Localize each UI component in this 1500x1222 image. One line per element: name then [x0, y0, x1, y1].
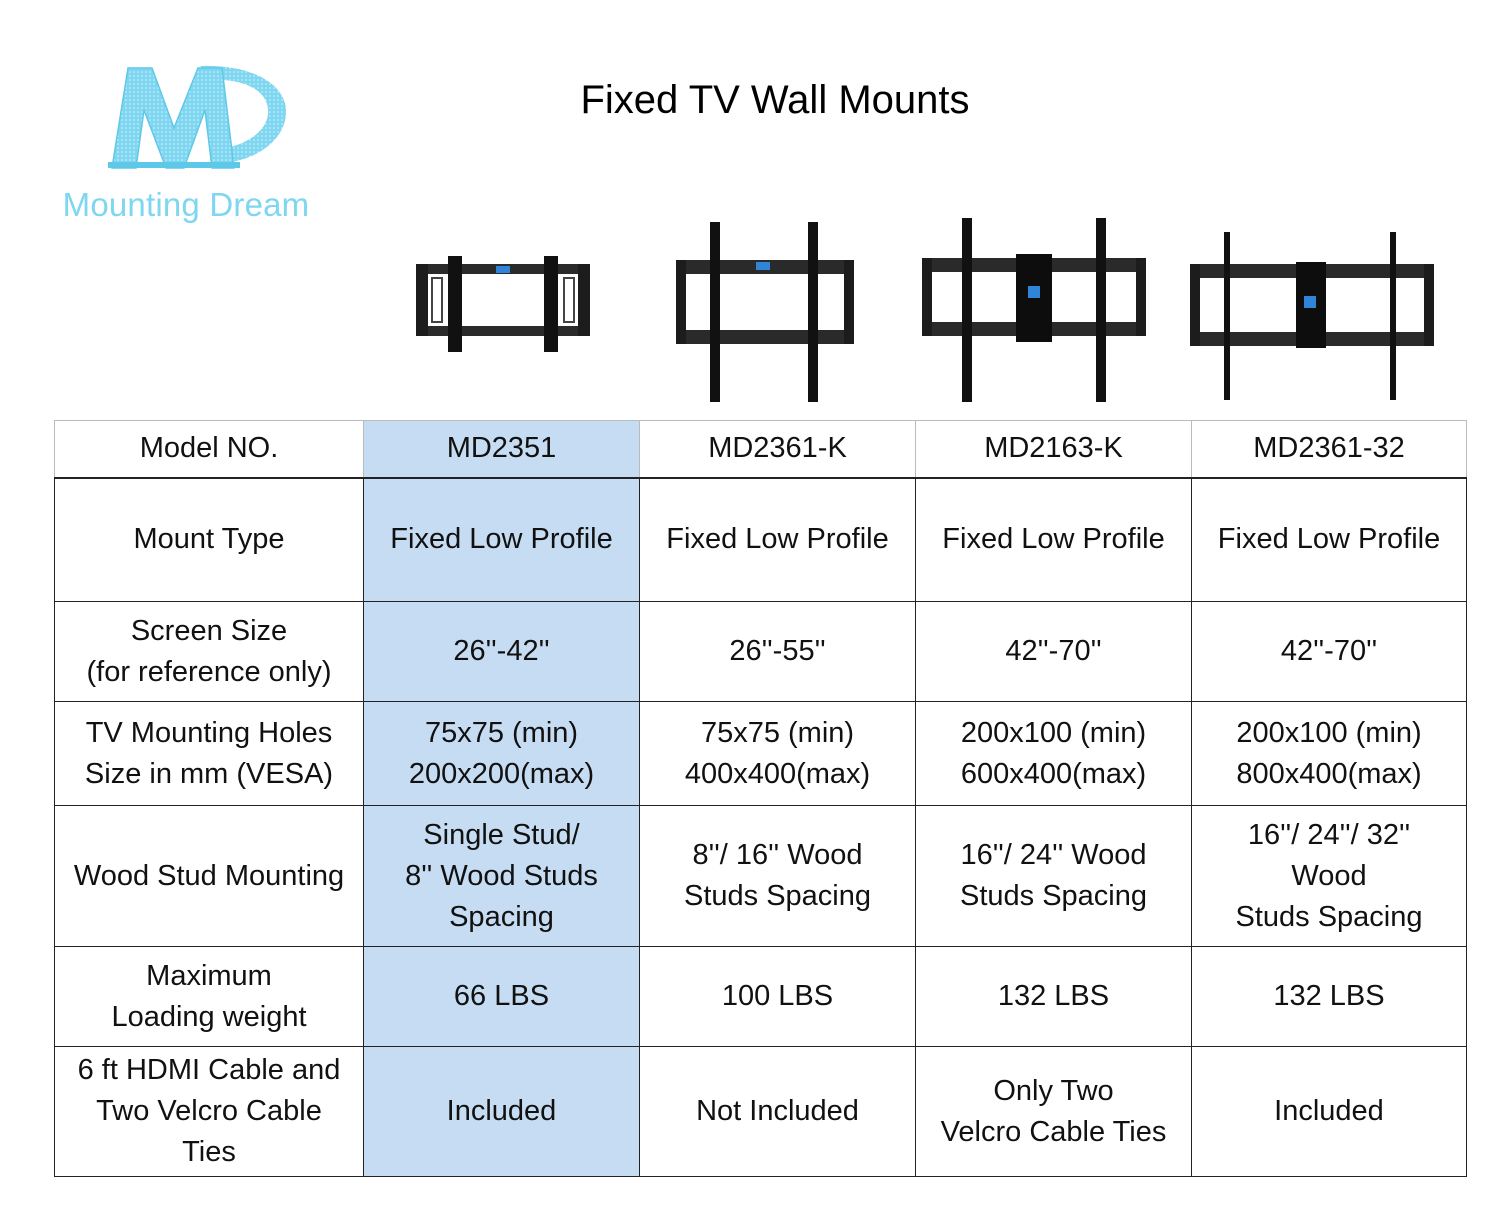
cell-line: Included	[446, 1095, 557, 1127]
spec-cell	[640, 1047, 916, 1177]
cell-line: Ties	[182, 1136, 236, 1168]
tv-mount-icon	[1186, 228, 1438, 404]
table-row	[55, 947, 1467, 1047]
cell-line: 16''/ 24''/ 32''	[1247, 818, 1411, 851]
spec-cell	[640, 702, 916, 806]
spec-cell	[364, 947, 640, 1047]
cell-line: 800x400(max)	[1236, 757, 1422, 790]
model-header: MD2163-K	[916, 421, 1192, 478]
cell-line: Not Included	[696, 1095, 859, 1127]
tv-mount-icon	[918, 214, 1150, 406]
spec-cell	[916, 947, 1192, 1047]
spec-cell	[1192, 702, 1467, 806]
cell-line: 400x400(max)	[684, 757, 871, 790]
brand-name: Mounting Dream	[62, 186, 310, 223]
spec-cell	[640, 478, 916, 602]
cell-line: Loading weight	[111, 1000, 307, 1033]
cell-line: (for reference only)	[86, 655, 332, 688]
cell-line: 132 LBS	[1273, 980, 1385, 1012]
spec-cell	[916, 602, 1192, 702]
md-logo-icon	[108, 58, 288, 178]
product-image-md2361-k	[672, 218, 858, 413]
spec-cell	[640, 806, 916, 947]
cell-line: Single Stud/	[423, 818, 580, 851]
cell-line: 75x75 (min)	[424, 716, 579, 749]
spec-cell	[916, 1047, 1192, 1177]
table-header-row	[55, 421, 1467, 478]
table-row	[55, 602, 1467, 702]
cell-line: 8'' Wood Studs	[405, 859, 598, 892]
cell-line: 132 LBS	[997, 980, 1110, 1012]
cell-line: 100 LBS	[721, 980, 834, 1012]
model-header: MD2361-K	[640, 421, 916, 478]
spec-cell	[364, 478, 640, 602]
header-label: Model NO.	[55, 421, 364, 478]
spec-cell	[364, 1047, 640, 1177]
cell-line: Wood Stud Mounting	[73, 859, 345, 892]
cell-line: Two Velcro Cable	[96, 1095, 322, 1127]
spec-cell	[916, 478, 1192, 602]
spec-cell	[364, 702, 640, 806]
cell-line: 8''/ 16'' Wood	[692, 839, 863, 871]
row-label	[55, 478, 364, 602]
cell-line: Studs Spacing	[1235, 900, 1423, 933]
cell-line: Studs Spacing	[959, 880, 1147, 912]
product-image-md2361-32	[1186, 228, 1438, 409]
cell-line: Size in mm (VESA)	[84, 757, 334, 790]
cell-line: Wood	[1291, 859, 1367, 892]
cell-line: 6 ft HDMI Cable and	[77, 1054, 341, 1086]
row-label	[55, 602, 364, 702]
cell-line: 42''-70''	[1005, 635, 1102, 667]
cell-line: 42''-70''	[1280, 635, 1378, 667]
cell-line: 26''-42''	[453, 635, 550, 667]
spec-table	[54, 420, 1467, 1177]
spec-cell	[640, 602, 916, 702]
table-row	[55, 702, 1467, 806]
cell-line: 200x100 (min)	[1236, 716, 1422, 749]
cell-line: 600x400(max)	[960, 757, 1147, 790]
tv-mount-icon	[672, 218, 858, 408]
cell-line: Included	[1274, 1095, 1384, 1127]
table-row	[55, 478, 1467, 602]
cell-line: TV Mounting Holes	[85, 716, 333, 749]
tv-mount-icon	[410, 250, 596, 360]
row-label	[55, 806, 364, 947]
table-row	[55, 806, 1467, 947]
spec-cell	[1192, 1047, 1467, 1177]
cell-line: Fixed Low Profile	[1217, 523, 1441, 556]
cell-line: Fixed Low Profile	[942, 523, 1165, 556]
cell-line: Studs Spacing	[683, 880, 871, 912]
spec-cell	[364, 602, 640, 702]
cell-line: 200x100 (min)	[960, 716, 1147, 749]
spec-cell	[916, 806, 1192, 947]
cell-line: Mount Type	[133, 523, 285, 556]
spec-cell	[364, 806, 640, 947]
cell-line: 26''-55''	[729, 635, 826, 667]
spec-cell	[1192, 947, 1467, 1047]
model-header: MD2361-32	[1192, 421, 1467, 478]
table-row	[55, 1047, 1467, 1177]
cell-line: 200x200(max)	[408, 757, 595, 790]
model-header: MD2351	[364, 421, 640, 478]
cell-line: Velcro Cable Ties	[940, 1115, 1167, 1148]
cell-line: Fixed Low Profile	[666, 523, 889, 556]
row-label	[55, 947, 364, 1047]
spec-cell	[1192, 602, 1467, 702]
spec-cell	[1192, 478, 1467, 602]
brand-logo	[56, 58, 316, 233]
spec-cell	[1192, 806, 1467, 947]
row-label	[55, 1047, 364, 1177]
cell-line: 75x75 (min)	[700, 716, 855, 749]
cell-line: 66 LBS	[453, 980, 550, 1012]
spec-cell	[640, 947, 916, 1047]
cell-line: Screen Size	[130, 614, 288, 647]
spec-cell	[916, 702, 1192, 806]
row-label	[55, 702, 364, 806]
product-image-md2163-k	[918, 214, 1150, 411]
page-title: Fixed TV Wall Mounts	[580, 78, 970, 122]
cell-line: Spacing	[449, 900, 554, 933]
product-image-md2351	[410, 250, 596, 365]
cell-line: Maximum	[146, 959, 272, 992]
cell-line: Fixed Low Profile	[390, 523, 613, 556]
cell-line: 16''/ 24'' Wood	[960, 839, 1147, 871]
cell-line: Only Two	[993, 1074, 1114, 1107]
